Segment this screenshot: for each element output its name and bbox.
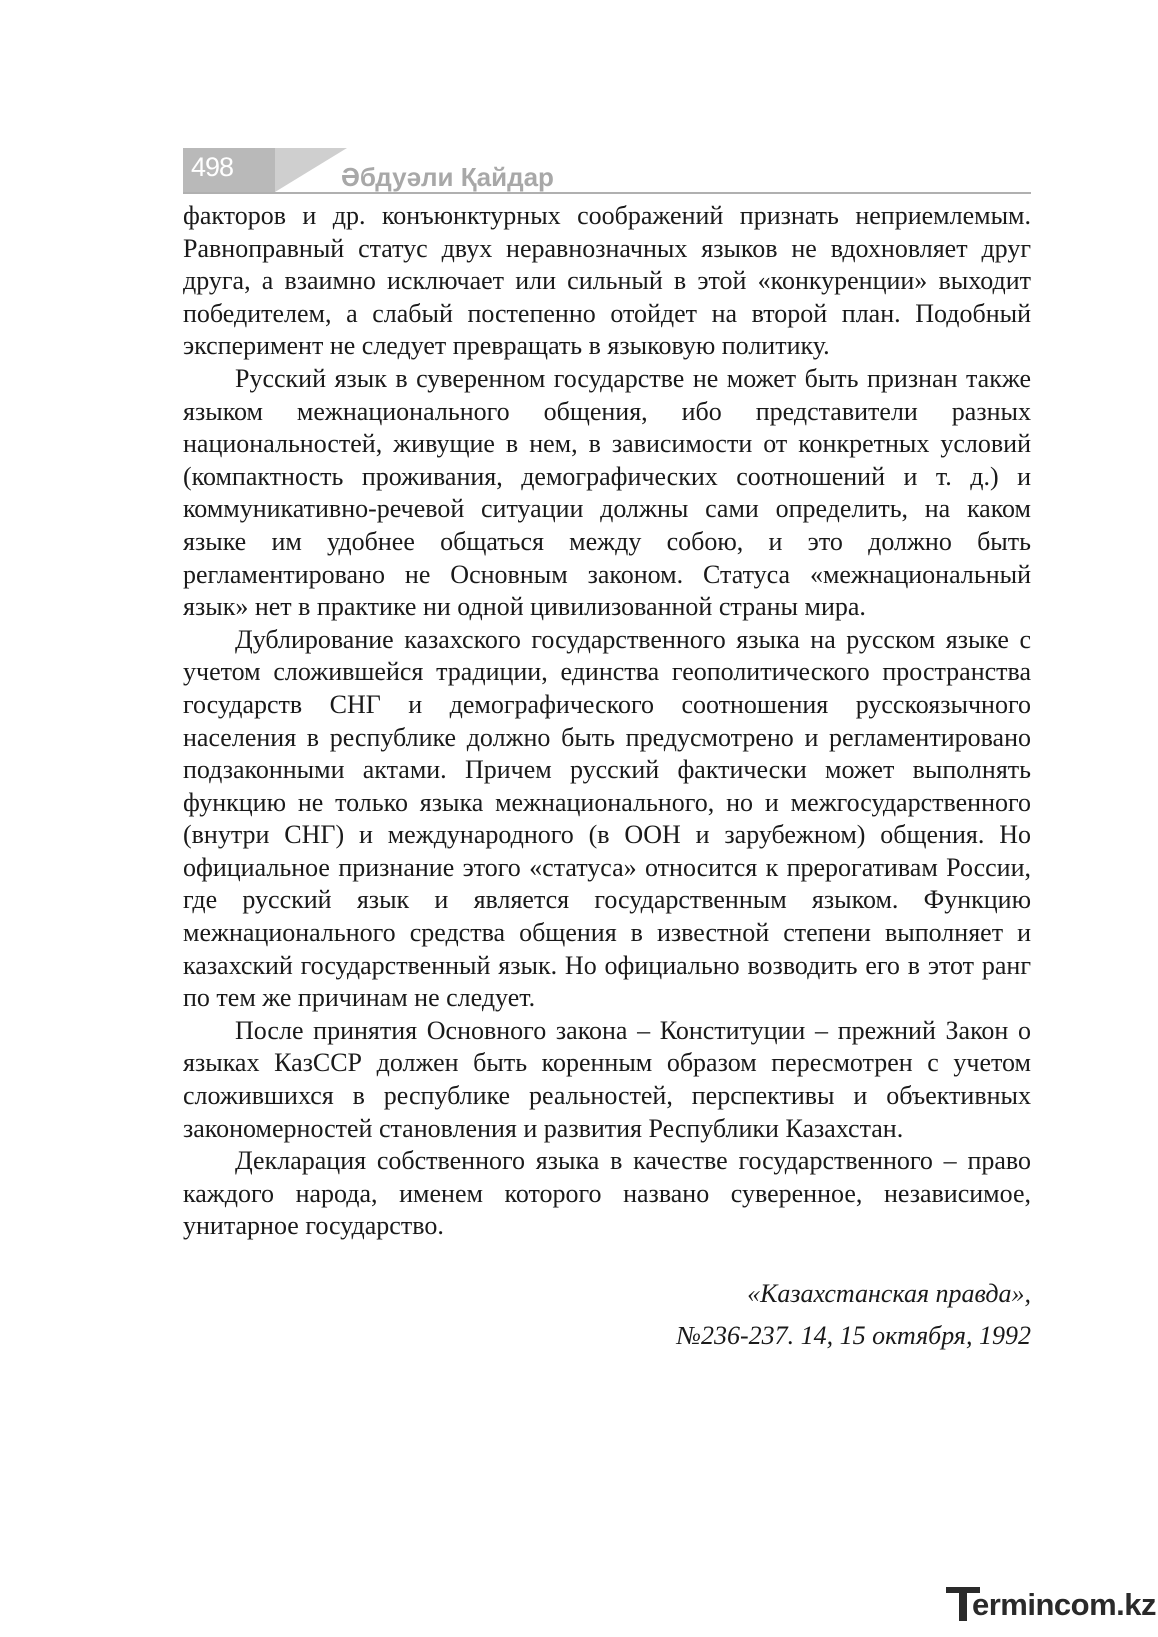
source-issue: №236-237. 14, 15 октября, 1992 bbox=[676, 1321, 1031, 1350]
paragraph-1: факторов и др. конъюнктурных соображений признать неприемлемым. Равноправный статус двух неравнозначных языков не вдохновляет друг друга, а взаимно исключает или сильный в этой «конкуренции» выходит победителем, а слабый постепенно отойдет на второй план. Подобный эксперимент не следует превращать в языковую политику. bbox=[183, 201, 1031, 361]
paragraph-2: Русский язык в суверенном государстве не может быть признан также языком межнационального общения, ибо представители разных национальностей, живущие в нем, в зависимости от конкретных условий (компактность проживания, демографических соотношений и т. д.) и коммуникативно-речевой ситуации должны сами определить, на каком языке им удобнее общаться между собою, и это должно быть регламентировано не Основным законом. Статуса «межнациональный язык» нет в практике ни одной цивилизованной страны мира. bbox=[183, 363, 1031, 622]
watermark-logo bbox=[946, 1583, 1157, 1627]
paragraph-3: Дублирование казахского государственного языка на русском языке с учетом сложившейся традиции, единства геополитического пространства государств СНГ и демографического соотношения русскоязычного населения в республике должно быть предусмотрено и регламентировано подзаконными актами. Причем русский фактически может выполнять функцию не только языка межнационального, но и межгосударственного (внутри СНГ) и международного (в ООН и зарубежном) общения. Но официальное признание этого «статуса» относится к прерогативам России, где русский язык и является государственным языком. Функцию межнационального средства общения в известной степени выполняет и казахский государственный язык. Но официально возводить его в этот ранг по тем же причинам не следует. bbox=[183, 624, 1031, 1013]
header-rule bbox=[183, 192, 1031, 194]
source-signature bbox=[677, 1273, 1032, 1357]
source-name: «Казахстанская правда», bbox=[747, 1279, 1031, 1308]
watermark-t-stem bbox=[959, 1587, 967, 1621]
paragraph-4: После принятия Основного закона – Конституции – прежний Закон о языках КазССР должен быть коренным образом пересмотрен с учетом сложившихся в республике реальностей, перспективы и объективных закономерностей становления и развития Республики Казахстан. bbox=[183, 1015, 1031, 1143]
running-head: Әбдуәли Қайдар bbox=[341, 162, 554, 192]
article-body bbox=[183, 200, 1031, 1243]
page-header bbox=[183, 148, 1031, 194]
paragraph-5: Декларация собственного языка в качестве государственного – право каждого народа, именем которого названо суверенное, независимое, унитарное государство. bbox=[183, 1146, 1031, 1241]
page-number: 498 bbox=[191, 152, 234, 182]
watermark-text: ermincom.kz bbox=[972, 1587, 1157, 1622]
page-number-tab-slant bbox=[275, 148, 347, 192]
